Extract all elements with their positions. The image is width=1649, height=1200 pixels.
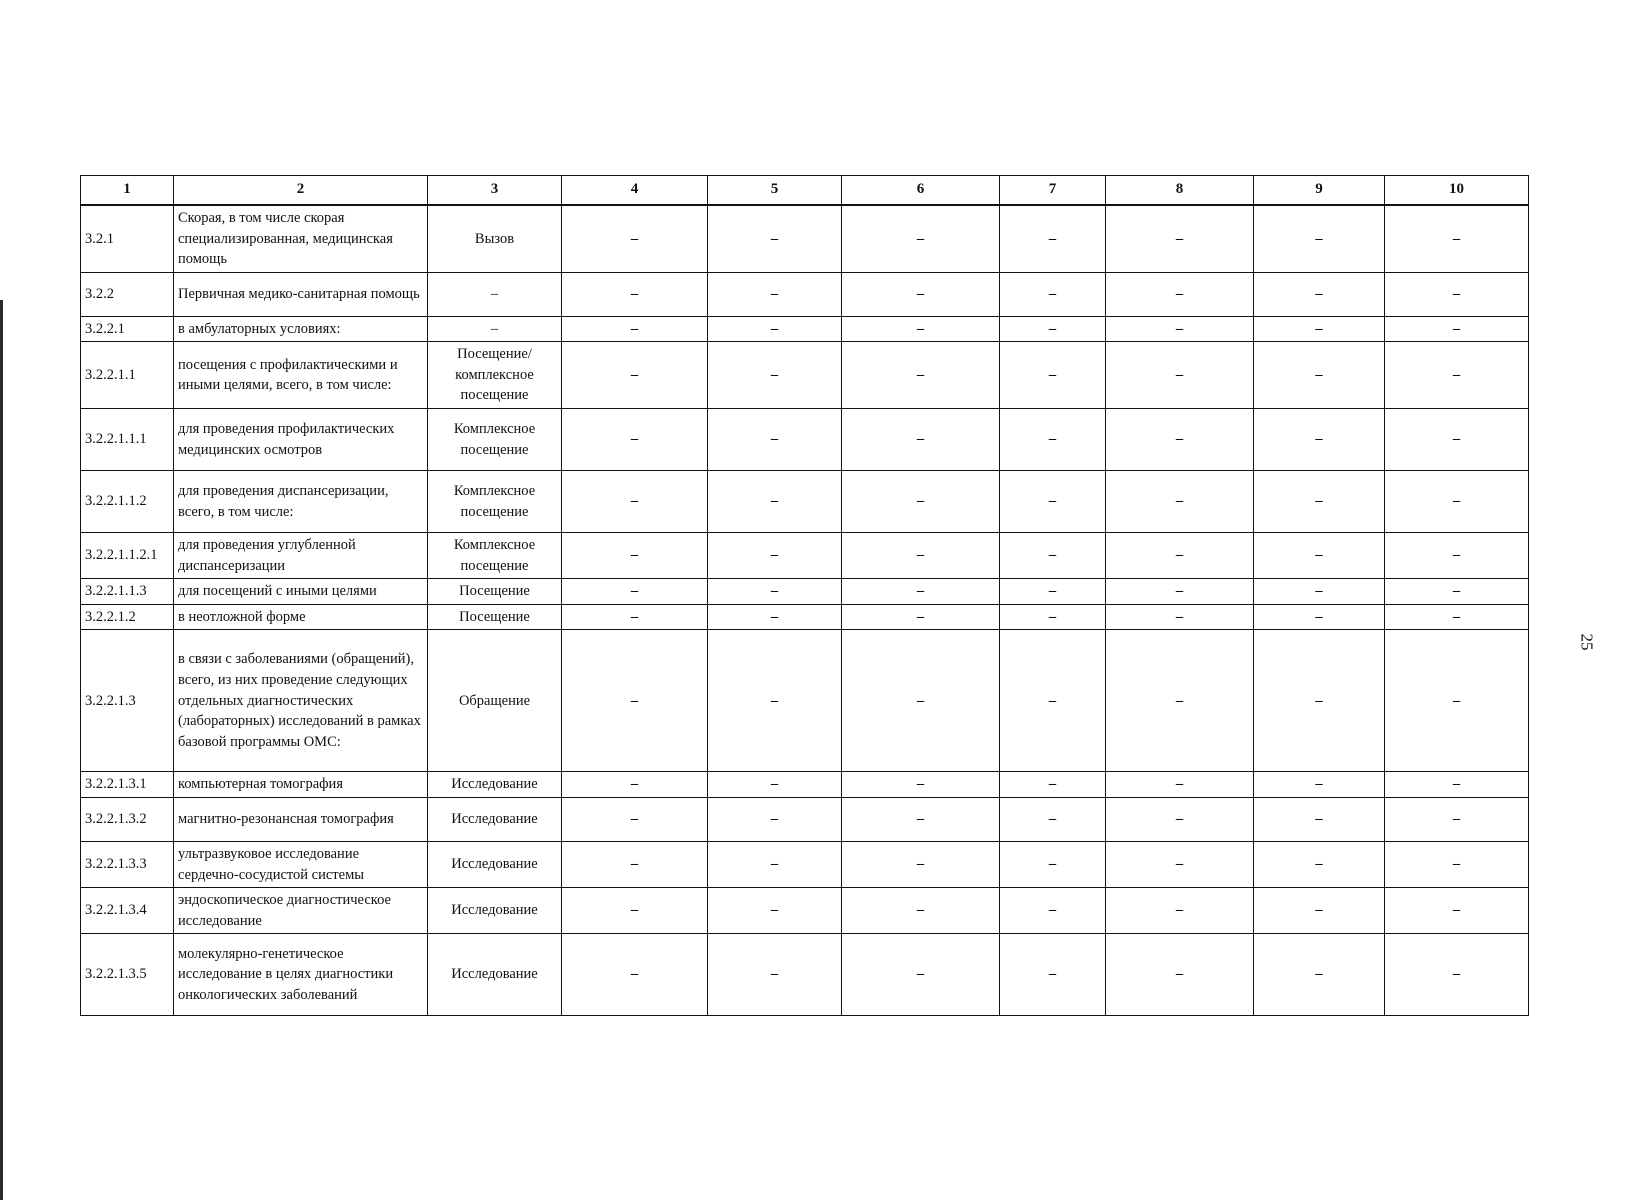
value-cell: – [562,934,708,1016]
value-cell: – [1254,797,1385,841]
value-cell: – [1385,604,1529,630]
value-cell: – [708,888,842,934]
value-cell: – [1106,934,1254,1016]
value-cell: – [1000,316,1106,342]
column-header: 6 [842,176,1000,206]
row-name-cell: Скорая, в том числе скорая специализированная, медицинская помощь [174,205,428,272]
value-cell: – [708,205,842,272]
value-cell: – [1000,579,1106,605]
value-cell: – [1000,604,1106,630]
table-header [81,176,1529,206]
scan-edge [0,300,3,1200]
row-name-cell: в связи с заболеваниями (обращений), всего, из них проведение следующих отдельных диагностических (лабораторных) исследований в рамках базовой программы ОМС: [174,630,428,772]
table-row [81,772,1529,798]
row-name-cell: молекулярно-генетическое исследование в целях диагностики онкологических заболеваний [174,934,428,1016]
value-cell: – [1254,579,1385,605]
row-number-cell: 3.2.2.1.1.2.1 [81,533,174,579]
unit-cell: Исследование [428,888,562,934]
value-cell: – [842,772,1000,798]
row-number-cell: 3.2.2.1.3.5 [81,934,174,1016]
table-row [81,316,1529,342]
value-cell: – [1000,205,1106,272]
column-header: 1 [81,176,174,206]
value-cell: – [1000,797,1106,841]
value-cell: – [1254,630,1385,772]
row-name-cell: ультразвуковое исследование сердечно-сосудистой системы [174,841,428,887]
value-cell: – [1106,604,1254,630]
value-cell: – [1385,533,1529,579]
value-cell: – [1000,342,1106,409]
value-cell: – [842,797,1000,841]
value-cell: – [1000,533,1106,579]
value-cell: – [562,471,708,533]
value-cell: – [562,342,708,409]
table-row [81,579,1529,605]
value-cell: – [562,888,708,934]
row-number-cell: 3.2.1 [81,205,174,272]
table-row [81,342,1529,409]
value-cell: – [708,579,842,605]
value-cell: – [1385,888,1529,934]
value-cell: – [1000,630,1106,772]
unit-cell: Исследование [428,797,562,841]
value-cell: – [1385,409,1529,471]
value-cell: – [1254,533,1385,579]
row-number-cell: 3.2.2.1.1.3 [81,579,174,605]
unit-cell: Комплексное посещение [428,533,562,579]
value-cell: – [1385,797,1529,841]
table-row [81,533,1529,579]
value-cell: – [1254,272,1385,316]
value-cell: – [562,604,708,630]
value-cell: – [1000,409,1106,471]
row-number-cell: 3.2.2.1.3.1 [81,772,174,798]
document-table [80,175,1529,1016]
value-cell: – [708,630,842,772]
value-cell: – [1106,841,1254,887]
page-number: 25 [1577,633,1597,651]
row-number-cell: 3.2.2.1.3 [81,630,174,772]
value-cell: – [1385,471,1529,533]
value-cell: – [1106,272,1254,316]
column-header: 9 [1254,176,1385,206]
value-cell: – [1106,533,1254,579]
value-cell: – [1106,630,1254,772]
value-cell: – [708,934,842,1016]
table-row [81,630,1529,772]
value-cell: – [1385,841,1529,887]
unit-cell: Исследование [428,934,562,1016]
column-header: 5 [708,176,842,206]
value-cell: – [842,579,1000,605]
value-cell: – [842,841,1000,887]
value-cell: – [1385,205,1529,272]
table-row [81,934,1529,1016]
unit-cell: Комплексное посещение [428,409,562,471]
row-number-cell: 3.2.2.1.3.3 [81,841,174,887]
value-cell: – [1000,471,1106,533]
value-cell: – [1385,579,1529,605]
header-row [81,176,1529,206]
unit-cell: – [428,272,562,316]
unit-cell: Исследование [428,772,562,798]
row-name-cell: для проведения профилактических медицинских осмотров [174,409,428,471]
value-cell: – [562,841,708,887]
value-cell: – [842,205,1000,272]
value-cell: – [708,797,842,841]
row-number-cell: 3.2.2.1.3.2 [81,797,174,841]
value-cell: – [562,772,708,798]
value-cell: – [1385,934,1529,1016]
value-cell: – [1000,772,1106,798]
row-number-cell: 3.2.2.1.1.2 [81,471,174,533]
row-name-cell: магнитно-резонансная томография [174,797,428,841]
value-cell: – [1385,316,1529,342]
value-cell: – [1106,797,1254,841]
row-name-cell: для проведения углубленной диспансеризации [174,533,428,579]
value-cell: – [562,205,708,272]
value-cell: – [1000,888,1106,934]
value-cell: – [1106,772,1254,798]
value-cell: – [708,342,842,409]
value-cell: – [562,797,708,841]
table-row [81,797,1529,841]
value-cell: – [1385,630,1529,772]
row-name-cell: для посещений с иными целями [174,579,428,605]
row-name-cell: Первичная медико-санитарная помощь [174,272,428,316]
table-row [81,604,1529,630]
value-cell: – [1254,205,1385,272]
column-header: 8 [1106,176,1254,206]
unit-cell: Посещение/ комплексное посещение [428,342,562,409]
table-row [81,272,1529,316]
value-cell: – [1385,772,1529,798]
value-cell: – [1106,205,1254,272]
column-header: 3 [428,176,562,206]
value-cell: – [708,841,842,887]
value-cell: – [842,342,1000,409]
unit-cell: Обращение [428,630,562,772]
value-cell: – [1385,342,1529,409]
value-cell: – [842,604,1000,630]
value-cell: – [1254,409,1385,471]
row-number-cell: 3.2.2.1.3.4 [81,888,174,934]
value-cell: – [708,272,842,316]
value-cell: – [562,579,708,605]
value-cell: – [842,934,1000,1016]
unit-cell: Посещение [428,604,562,630]
table-body [81,205,1529,1016]
value-cell: – [1000,841,1106,887]
value-cell: – [1106,342,1254,409]
column-header: 2 [174,176,428,206]
row-name-cell: компьютерная томография [174,772,428,798]
row-name-cell: эндоскопическое диагностическое исследование [174,888,428,934]
table-row [81,205,1529,272]
value-cell: – [842,409,1000,471]
unit-cell: Посещение [428,579,562,605]
unit-cell: Комплексное посещение [428,471,562,533]
value-cell: – [562,630,708,772]
value-cell: – [842,316,1000,342]
unit-cell: – [428,316,562,342]
value-cell: – [1385,272,1529,316]
value-cell: – [842,888,1000,934]
row-name-cell: посещения с профилактическими и иными целями, всего, в том числе: [174,342,428,409]
row-name-cell: в амбулаторных условиях: [174,316,428,342]
table-row [81,841,1529,887]
table-row [81,471,1529,533]
value-cell: – [842,471,1000,533]
value-cell: – [1254,772,1385,798]
value-cell: – [1106,409,1254,471]
row-number-cell: 3.2.2.1.1 [81,342,174,409]
value-cell: – [842,272,1000,316]
column-header: 7 [1000,176,1106,206]
value-cell: – [708,316,842,342]
value-cell: – [708,533,842,579]
value-cell: – [1106,579,1254,605]
value-cell: – [1254,471,1385,533]
row-number-cell: 3.2.2.1.2 [81,604,174,630]
value-cell: – [562,316,708,342]
table-row [81,409,1529,471]
row-number-cell: 3.2.2 [81,272,174,316]
value-cell: – [708,604,842,630]
value-cell: – [562,533,708,579]
value-cell: – [1254,342,1385,409]
value-cell: – [562,272,708,316]
unit-cell: Исследование [428,841,562,887]
value-cell: – [1106,471,1254,533]
value-cell: – [1254,888,1385,934]
value-cell: – [1106,316,1254,342]
value-cell: – [1000,272,1106,316]
value-cell: – [562,409,708,471]
value-cell: – [1106,888,1254,934]
unit-cell: Вызов [428,205,562,272]
value-cell: – [842,630,1000,772]
value-cell: – [708,471,842,533]
row-number-cell: 3.2.2.1 [81,316,174,342]
value-cell: – [708,772,842,798]
value-cell: – [1254,316,1385,342]
value-cell: – [1000,934,1106,1016]
value-cell: – [1254,604,1385,630]
column-header: 4 [562,176,708,206]
value-cell: – [1254,934,1385,1016]
row-name-cell: в неотложной форме [174,604,428,630]
value-cell: – [708,409,842,471]
value-cell: – [1254,841,1385,887]
column-header: 10 [1385,176,1529,206]
table-row [81,888,1529,934]
value-cell: – [842,533,1000,579]
row-number-cell: 3.2.2.1.1.1 [81,409,174,471]
row-name-cell: для проведения диспансеризации, всего, в том числе: [174,471,428,533]
